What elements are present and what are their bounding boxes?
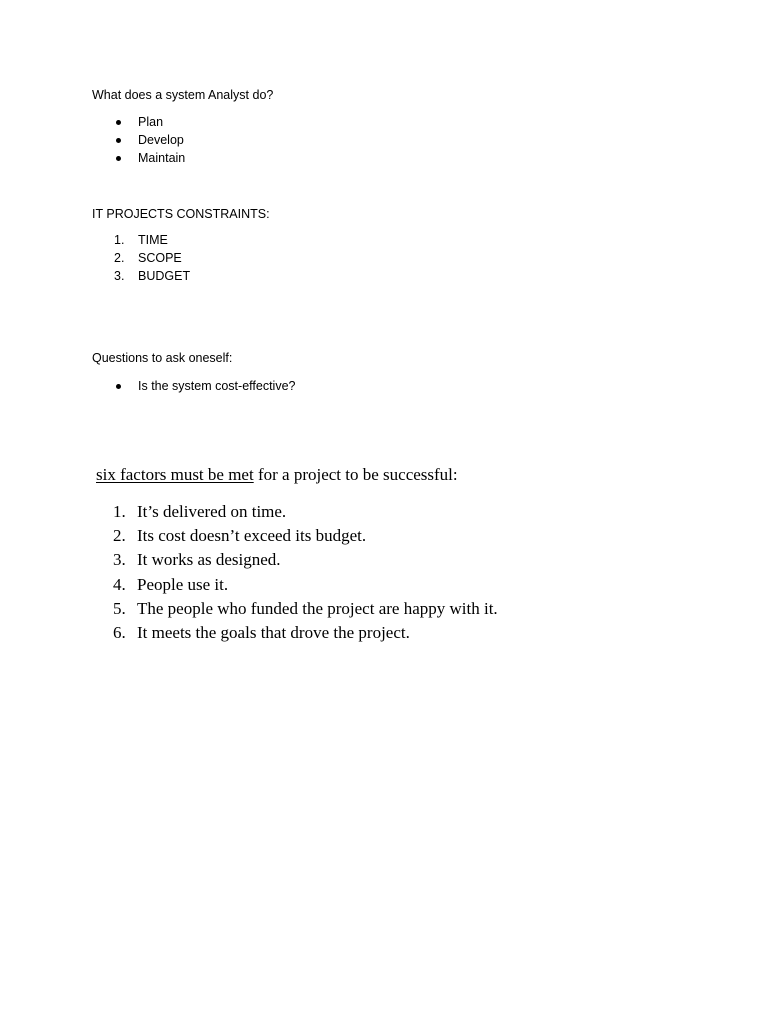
heading-rest: for a project to be successful: — [253, 465, 458, 484]
list-number: 1. — [114, 233, 125, 247]
analyst-task-list — [115, 113, 185, 167]
bullet-icon — [116, 138, 121, 143]
list-item-text: It works as designed. — [137, 550, 281, 570]
list-item-text: People use it. — [137, 574, 229, 594]
list-item — [113, 500, 498, 524]
list-number: 4. — [113, 574, 126, 594]
list-item-text: Is the system cost-effective? — [138, 379, 296, 393]
list-number: 6. — [113, 622, 126, 642]
list-number: 3. — [113, 550, 126, 570]
section-heading-analyst: What does a system Analyst do? — [92, 88, 274, 102]
list-item-text: Plan — [138, 115, 164, 129]
section-heading-success-factors — [96, 463, 458, 487]
list-item — [115, 377, 295, 395]
list-item-text: SCOPE — [138, 251, 182, 265]
list-item — [114, 267, 190, 285]
list-number: 2. — [113, 526, 126, 546]
list-item — [115, 113, 185, 131]
list-item — [115, 131, 185, 149]
success-factors-list — [113, 500, 498, 645]
section-heading-questions: Questions to ask oneself: — [92, 351, 233, 365]
bullet-icon — [116, 156, 121, 161]
list-item — [113, 524, 498, 548]
list-item-text: It’s delivered on time. — [137, 502, 287, 521]
list-number: 2. — [114, 251, 125, 265]
list-item-text: Its cost doesn’t exceed its budget. — [137, 526, 367, 546]
underlined-phrase: six factors must be met — [96, 465, 254, 484]
list-item — [113, 597, 498, 621]
list-item-text: Maintain — [138, 151, 186, 165]
list-item — [114, 249, 190, 267]
list-item — [113, 621, 498, 645]
list-item — [113, 573, 498, 597]
bullet-icon — [116, 120, 121, 125]
bullet-icon — [116, 384, 121, 389]
list-number: 3. — [114, 269, 125, 283]
list-item-text: BUDGET — [138, 269, 191, 283]
list-item-text: TIME — [138, 233, 168, 247]
list-item-text: Develop — [138, 133, 184, 147]
constraints-list — [114, 231, 190, 285]
section-heading-constraints: IT PROJECTS CONSTRAINTS: — [92, 207, 270, 221]
questions-list — [115, 377, 295, 395]
list-item-text: It meets the goals that drove the project. — [137, 622, 410, 642]
list-item — [113, 548, 498, 572]
list-item — [115, 149, 185, 167]
list-item — [114, 231, 190, 249]
list-item-text: The people who funded the project are happy with it. — [137, 598, 498, 618]
list-number: 5. — [113, 598, 126, 618]
list-number: 1. — [113, 502, 126, 521]
